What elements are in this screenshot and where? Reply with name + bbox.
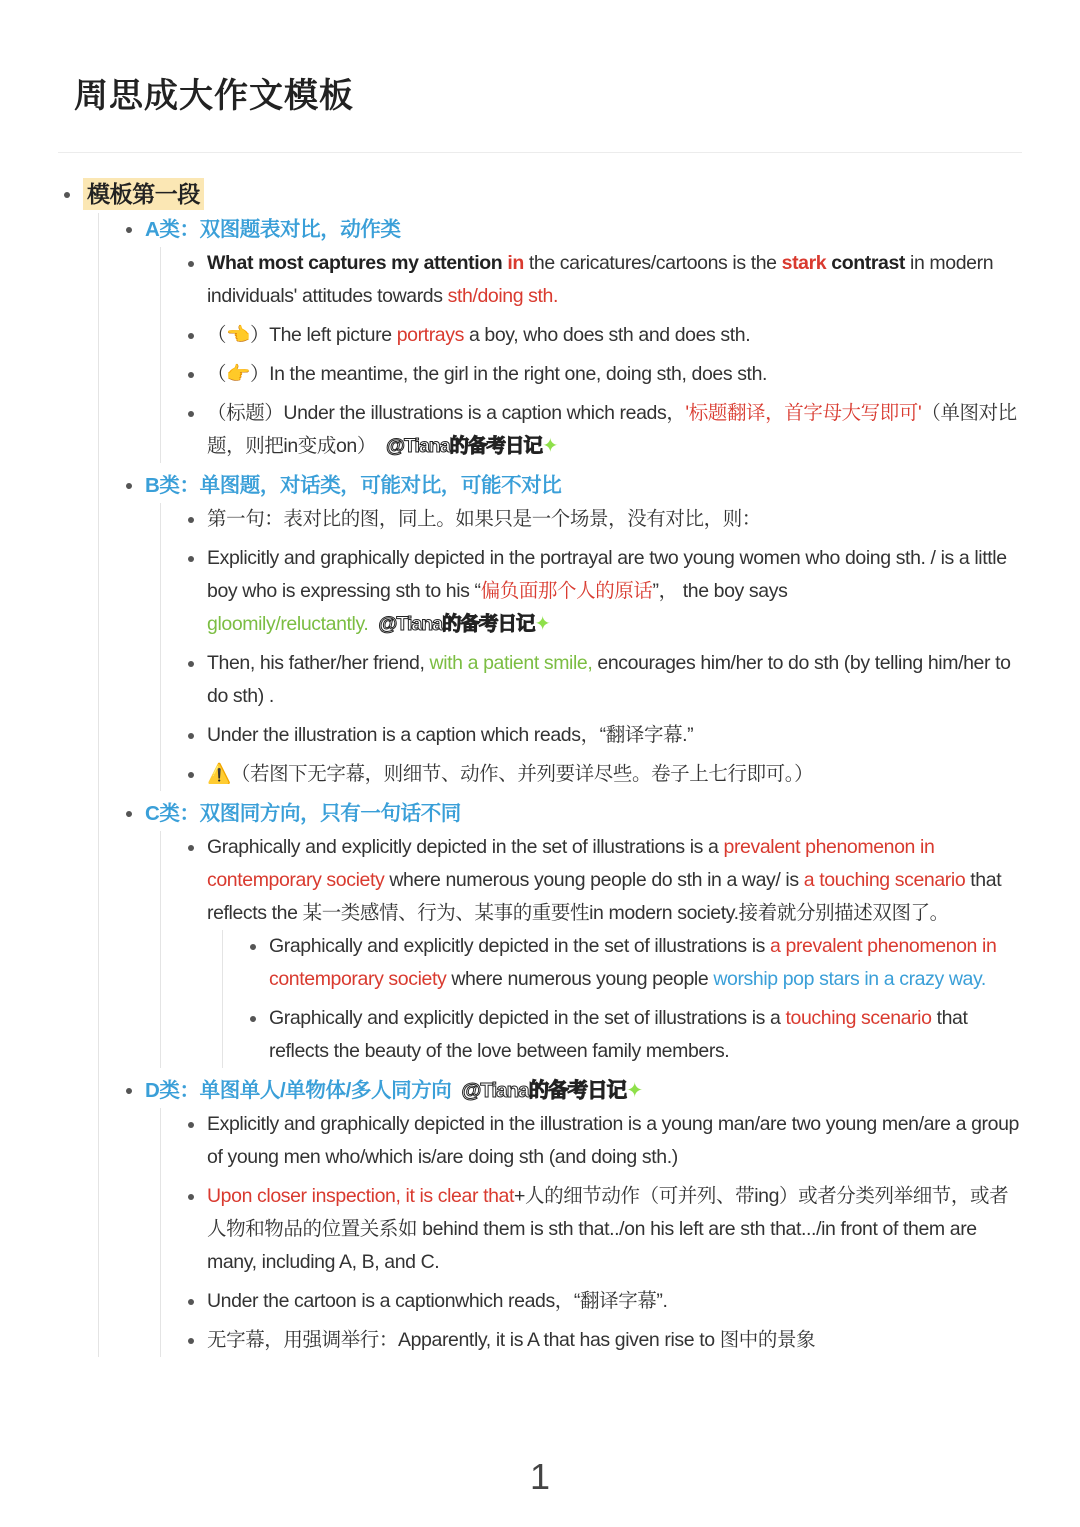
text-segment: （标题）Under the illustrations is a caption which reads， xyxy=(207,402,686,424)
list-item xyxy=(184,758,1025,791)
list-item xyxy=(246,930,1025,996)
text-segment: ”， the boy says xyxy=(652,580,788,602)
item-text xyxy=(207,547,1007,635)
highlighted-phrase: a prevalent phenomenon in contemporary society xyxy=(269,935,997,990)
highlighted-phrase: stark xyxy=(781,252,827,274)
list-item xyxy=(184,319,1025,352)
highlighted-phrase: prevalent phenomenon in contemporary society xyxy=(207,836,935,891)
nested-list xyxy=(160,831,1025,1068)
text-segment: What most captures my attention xyxy=(207,252,508,274)
highlighted-phrase: sth/doing sth. xyxy=(447,285,559,307)
item-text xyxy=(207,252,993,307)
text-segment: 第一句：表对比的图，同上。如果只是一个场景，没有对比，则： xyxy=(207,508,761,530)
sparkle-icon: ✦ xyxy=(534,613,550,635)
item-text xyxy=(207,763,813,785)
list-item xyxy=(246,1002,1025,1068)
text-segment: Graphically and explicitly depicted in the set of illustrations is a xyxy=(207,836,724,858)
item-text xyxy=(207,1113,1019,1168)
nested-list xyxy=(160,1108,1025,1357)
text-segment: contrast xyxy=(826,252,906,274)
list-item xyxy=(184,1324,1025,1357)
nested-list xyxy=(98,213,1025,1357)
watermark xyxy=(386,435,557,457)
highlighted-phrase: touching scenario xyxy=(785,1007,932,1029)
highlighted-phrase: 偏负面那个人的原话 xyxy=(480,580,653,602)
nested-list xyxy=(160,247,1025,463)
item-text xyxy=(207,836,1001,924)
text-segment: gloomily/reluctantly. xyxy=(207,613,369,635)
item-text xyxy=(145,218,401,241)
nested-list xyxy=(222,930,1025,1068)
text-segment: where numerous young people do sth in a way/ is xyxy=(384,869,804,891)
list-item xyxy=(184,542,1025,641)
list-item xyxy=(184,831,1025,1068)
highlighted-phrase: '标题翻译，首字母大写即可' xyxy=(685,402,922,424)
item-text xyxy=(269,935,996,990)
list-item xyxy=(184,1108,1025,1174)
watermark xyxy=(378,613,549,635)
item-text xyxy=(207,1185,1008,1273)
watermark-text: @Tiana的备考日记 xyxy=(461,1079,627,1102)
text-segment: with a patient smile, xyxy=(429,652,593,674)
highlighted-phrase: portrays xyxy=(396,324,464,346)
list-item xyxy=(184,503,1025,536)
text-segment: a boy, who does sth and does sth. xyxy=(463,324,751,346)
list-item xyxy=(184,1180,1025,1279)
text-segment: 无字幕，用强调举行：Apparently, it is A that has given rise to 图中的景象 xyxy=(207,1329,816,1351)
outline-document xyxy=(60,178,1025,1363)
text-segment: where numerous young people xyxy=(446,968,714,990)
text-segment: Under the illustration is a caption which reads，“翻译字幕.” xyxy=(207,724,694,746)
text-segment: Explicitly and graphically depicted in the portrayal are two young women who doing sth. / is a little boy who is expressing sth to his “ xyxy=(207,547,1007,602)
text-segment: that reflects the 某一类感情、行为、某事的重要性in modern society.接着就分别描述双图了。 xyxy=(207,869,1002,924)
text-segment: C类：双图同方向，只有一句话不同 xyxy=(145,802,461,825)
text-segment: B类：单图题，对话类，可能对比，可能不对比 xyxy=(145,474,562,497)
text-segment: A类：双图题表对比，动作类 xyxy=(145,218,401,241)
text-segment: that reflects the beauty of the love between family members. xyxy=(269,1007,968,1062)
watermark-text: @Tiana的备考日记 xyxy=(378,613,535,635)
text-segment: the caricatures/cartoons is the xyxy=(523,252,782,274)
item-text xyxy=(145,1079,642,1102)
item-text xyxy=(207,508,761,530)
text-segment: Then, his father/her friend, xyxy=(207,652,430,674)
item-text xyxy=(207,363,767,385)
category-item xyxy=(122,213,1025,463)
list-item xyxy=(184,358,1025,391)
item-text xyxy=(207,402,1017,457)
highlighted-phrase: Upon closer inspection, it is clear that xyxy=(207,1185,514,1207)
text-segment: +人的细节动作（可并列、带ing）或者分类列举细节，或者人物和物品的位置关系如 behind them is sth that../on his left are sth that.../in front of them are many, including A, B, and C. xyxy=(207,1185,1009,1273)
section-heading-item xyxy=(60,178,1025,1357)
item-text xyxy=(145,474,561,497)
sparkle-icon: ✦ xyxy=(626,1079,643,1102)
list-item xyxy=(184,719,1025,752)
item-text xyxy=(207,724,693,746)
list-item xyxy=(184,1285,1025,1318)
text-segment: 模板第一段 xyxy=(87,181,201,207)
highlighted-phrase: a touching scenario xyxy=(803,869,966,891)
page-number: 1 xyxy=(529,1456,551,1497)
title-divider xyxy=(58,152,1022,153)
text-segment: （单图对比题，则把in变成on） xyxy=(207,402,1017,457)
text-segment: （👉）In the meantime, the girl in the right one, doing sth, does sth. xyxy=(207,363,768,385)
page-title: 周思成大作文模板 xyxy=(74,77,354,115)
list-item xyxy=(184,247,1025,313)
category-item xyxy=(122,797,1025,1068)
text-segment: encourages him/her to do sth (by telling him/her to do sth) . xyxy=(207,652,1011,707)
text-segment: worship pop stars in a crazy way. xyxy=(713,968,986,990)
item-text xyxy=(207,652,1011,707)
item-text xyxy=(83,178,204,210)
list-item xyxy=(184,647,1025,713)
text-segment: Graphically and explicitly depicted in the set of illustrations is xyxy=(269,935,771,957)
nested-list xyxy=(160,503,1025,791)
text-segment: D类：单图单人/单物体/多人同方向 xyxy=(145,1079,452,1102)
text-segment: （👈）The left picture xyxy=(207,324,397,346)
list-item xyxy=(184,397,1025,463)
watermark xyxy=(461,1079,642,1102)
text-segment: Under the cartoon is a captionwhich reads，“翻译字幕”. xyxy=(207,1290,668,1312)
text-segment: in modern individuals' attitudes towards xyxy=(207,252,994,307)
text-segment: Graphically and explicitly depicted in the set of illustrations is a xyxy=(269,1007,786,1029)
item-text xyxy=(207,1290,668,1312)
item-text xyxy=(269,1007,968,1062)
outline-list xyxy=(60,178,1025,1357)
category-item xyxy=(122,1074,1025,1357)
watermark-text: @Tiana的备考日记 xyxy=(385,435,543,457)
category-item xyxy=(122,469,1025,791)
highlighted-phrase: in xyxy=(507,252,524,274)
text-segment: Explicitly and graphically depicted in the illustration is a young man/are two young men/are a group of young men who/which is/are doing sth (and doing sth.) xyxy=(207,1113,1019,1168)
item-text xyxy=(207,1329,815,1351)
item-text xyxy=(145,802,461,825)
sparkle-icon: ✦ xyxy=(542,435,558,457)
text-segment: ⚠️（若图下无字幕，则细节、动作、并列要详尽些。卷子上七行即可。） xyxy=(207,763,814,785)
item-text xyxy=(207,324,750,346)
